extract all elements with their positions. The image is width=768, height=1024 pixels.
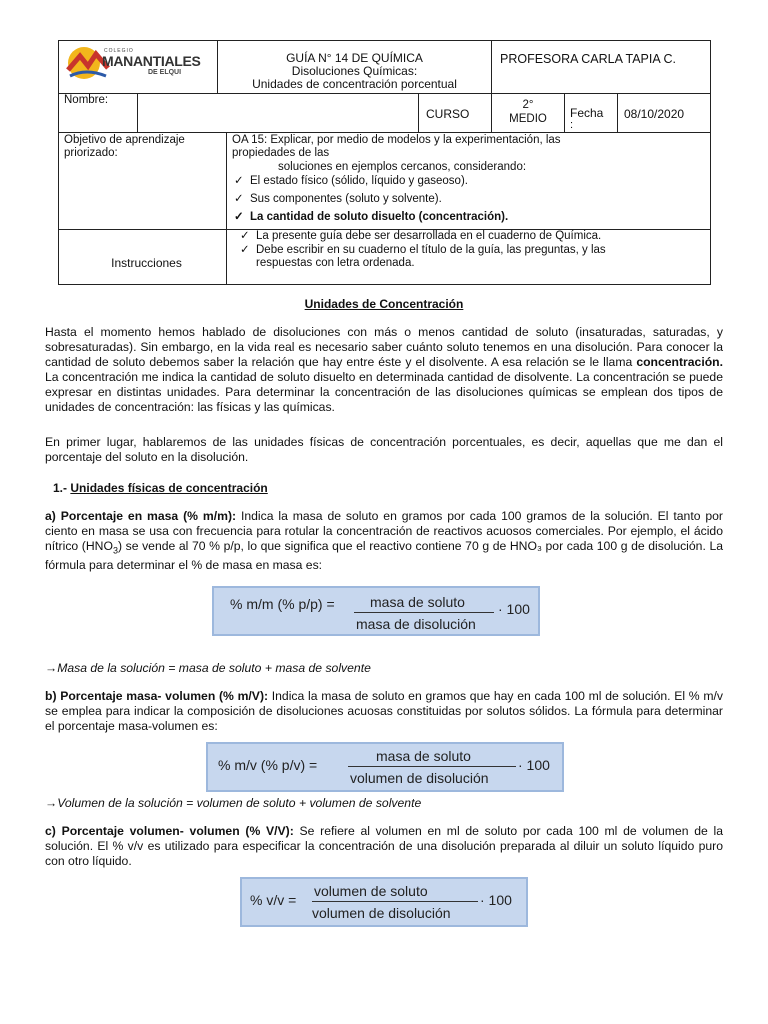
b-title: b) Porcentaje masa- volumen (% m/V):	[45, 689, 269, 703]
a-text-2: ) se vende al 70 % p/p, lo que significa que el reactivo contiene 70 g de HNO₃ por cada 100 g de disolución. La fórmula para determinar el % de masa en masa es:	[45, 539, 723, 573]
teacher-name: PROFESORA CARLA TAPIA C.	[500, 52, 676, 66]
c-text: Se refiere al volumen en ml de soluto por cada 100 ml de volumen de la solución. El % v/v es utilizado para especificar la concentración de una disolución preparada al diluir un soluto líquido puro con otro líquido.	[45, 824, 724, 868]
note-a: →Masa de la solución = masa de soluto + masa de solvente	[45, 661, 371, 675]
name-field[interactable]	[137, 93, 419, 133]
objective-item: ✓ El estado físico (sólido, líquido y gaseoso).	[234, 175, 468, 188]
formula-b-factor: · 100	[518, 757, 550, 773]
formula-a-lhs: % m/m (% p/p) =	[230, 596, 335, 612]
instruction-item: ✓ La presente guía debe ser desarrollada en el cuaderno de Química.	[240, 230, 601, 243]
logo-line1: COLEGIO	[104, 48, 134, 54]
formula-mass-mass	[212, 586, 540, 636]
objective-item: ✓ La cantidad de soluto disuelto (concentración).	[234, 211, 508, 224]
instruction-item: ✓ Debe escribir en su cuaderno el título de la guía, las preguntas, y las	[240, 244, 606, 257]
formula-a-factor: · 100	[498, 601, 530, 617]
course-value-1: 2°	[522, 99, 534, 111]
objective-line2: propiedades de las	[232, 147, 330, 159]
guide-subtitle: Disoluciones Químicas:	[291, 64, 418, 78]
formula-c-factor: · 100	[480, 892, 512, 908]
formula-c-num: volumen de soluto	[314, 883, 428, 899]
paragraph-c	[45, 824, 723, 869]
formula-mass-volume	[206, 742, 564, 792]
subsection-heading	[53, 481, 268, 495]
course-value-2: MEDIO	[509, 113, 547, 125]
logo-line3: DE ELQUI	[148, 69, 182, 76]
objective-label: Objetivo de aprendizaje priorizado:	[64, 134, 185, 159]
formula-c-lhs: % v/v =	[250, 892, 297, 908]
objective-line1: OA 15: Explicar, por medio de modelos y la experimentación, las	[232, 134, 561, 146]
date-label: Fecha	[570, 106, 604, 120]
b-text: Indica la masa de soluto en gramos que hay en cada 100 ml de solución. El % m/v se emplea para indicar la composición de disoluciones acuosas constituidas por solutos sólidos. La fórmula para determinar el porcentaje masa-volumen es:	[45, 689, 723, 733]
a-sub: 3	[112, 545, 118, 556]
name-label: Nombre:	[64, 94, 109, 106]
guide-title: GUÍA N° 14 DE QUÍMICA	[286, 51, 423, 65]
objective-line3: soluciones en ejemplos cercanos, considerando:	[278, 161, 527, 173]
date-colon: :	[570, 119, 574, 131]
note-b: →Volumen de la solución = volumen de soluto + volumen de solvente	[45, 796, 422, 810]
teacher-cell	[491, 40, 711, 94]
intro-bold: concentración.	[636, 355, 723, 369]
a-title: a) Porcentaje en masa (% m/m):	[45, 509, 237, 523]
intro-paragraph-2: En primer lugar, hablaremos de las unidades físicas de concentración porcentuales, es decir, aquellas que me dan el porcentaje del soluto en la disolución.	[45, 435, 723, 464]
formula-c-den: volumen de disolución	[312, 905, 451, 921]
date-value: 08/10/2020	[624, 107, 685, 121]
a-text-1: Indica la masa de soluto en gramos por cada 100 gramos de la solución. El tanto por ciento en masa se usa con frecuencia para rotular la concentración de reactivos acuosos comerciales. Por ejemplo, el ácido nítrico (HNO	[45, 509, 723, 553]
instructions-label: Instrucciones	[111, 256, 182, 270]
objective-item: ✓ Sus componentes (soluto y solvente).	[234, 193, 442, 206]
paragraph-a	[45, 509, 723, 573]
school-logo	[66, 44, 206, 80]
section-title: Unidades de Concentración	[304, 297, 464, 311]
formula-b-num: masa de soluto	[376, 748, 471, 764]
course-label: CURSO	[426, 107, 470, 121]
formula-volume-volume	[240, 877, 528, 927]
fraction-line	[348, 766, 516, 767]
guide-topic: Unidades de concentración porcentual	[252, 77, 457, 91]
logo-line2: MANANTIALES	[102, 53, 201, 69]
subsection-number: 1.-	[53, 481, 68, 495]
c-title: c) Porcentaje volumen- volumen (% V/V):	[45, 824, 294, 838]
fraction-line	[312, 901, 478, 902]
fraction-line	[354, 612, 494, 613]
formula-b-den: volumen de disolución	[350, 770, 489, 786]
intro-text-1: Hasta el momento hemos hablado de disoluciones con más o menos cantidad de soluto (insaturadas, saturadas, y sobresaturadas). Sin embargo, en la vida real es necesario saber cuánto soluto tenemos en una disolución. Para conocer la cantidad de soluto debemos saber la relación que hay entre éste y el disolvente. A esa relación se le llama	[45, 325, 723, 369]
intro-text-2: La concentración me indica la cantidad de soluto disuelto en determinada cantidad de disolvente. La concentración se puede expresar en distintas unidades. Para determinar la concentración de las disoluciones químicas se emplean dos tipos de unidades de concentración: las físicas y las químicas.	[45, 370, 723, 414]
formula-b-lhs: % m/v (% p/v) =	[218, 757, 318, 773]
formula-a-den: masa de disolución	[356, 616, 476, 632]
instruction-item-cont: respuestas con letra ordenada.	[256, 257, 415, 269]
formula-a-num: masa de soluto	[370, 594, 465, 610]
intro-paragraph	[45, 325, 723, 415]
paragraph-b	[45, 689, 723, 734]
subsection-title: Unidades físicas de concentración	[70, 481, 268, 495]
